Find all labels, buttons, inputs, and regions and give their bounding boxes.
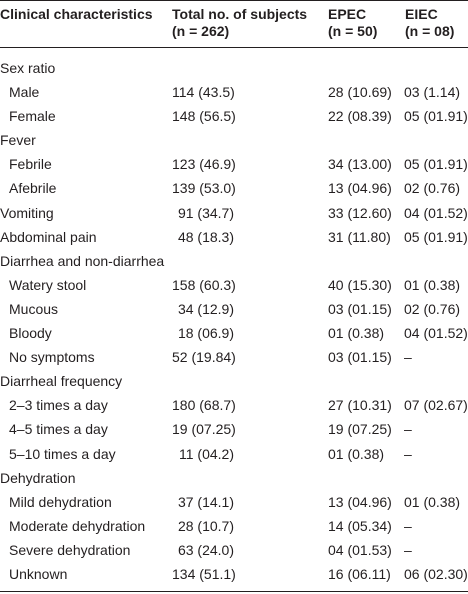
header-total-subjects bbox=[172, 6, 307, 40]
eiec-cell: 02 (0.76) bbox=[404, 180, 461, 197]
row-label: Unknown bbox=[9, 565, 68, 582]
header-line: (n = 262) bbox=[172, 23, 230, 39]
table-row bbox=[0, 369, 468, 393]
table-row bbox=[0, 417, 468, 441]
total-subjects-cell: 52 (19.84) bbox=[172, 349, 236, 366]
eiec-cell: 07 (02.67) bbox=[404, 397, 468, 414]
table-row bbox=[0, 152, 468, 176]
header-line: (n = 50) bbox=[328, 23, 378, 39]
epec-cell: 03 (01.15) bbox=[328, 349, 392, 366]
row-label: Sex ratio bbox=[0, 60, 56, 76]
row-label: Diarrheal frequency bbox=[0, 373, 123, 390]
total-subjects-cell: 48 (18.3) bbox=[177, 228, 234, 245]
table-row bbox=[0, 538, 468, 562]
epec-cell: 04 (01.53) bbox=[328, 541, 392, 558]
total-subjects-cell: 139 (53.0) bbox=[172, 180, 236, 197]
table-row bbox=[0, 56, 468, 80]
table-row bbox=[0, 80, 468, 104]
eiec-cell: 03 (1.14) bbox=[404, 84, 461, 101]
epec-cell: 19 (07.25) bbox=[328, 421, 392, 438]
row-label: 4–5 times a day bbox=[9, 421, 108, 438]
row-label: Vomiting bbox=[0, 204, 54, 221]
table-row bbox=[0, 297, 468, 321]
table-body bbox=[0, 56, 468, 586]
eiec-cell: 05 (01.91) bbox=[404, 228, 468, 245]
eiec-cell: – bbox=[404, 421, 412, 438]
table-row bbox=[0, 201, 468, 225]
row-label: Watery stool bbox=[9, 276, 87, 293]
table-row bbox=[0, 273, 468, 297]
row-label: Mucous bbox=[9, 300, 59, 317]
header-line: EPEC bbox=[328, 6, 367, 22]
total-subjects-cell: 34 (12.9) bbox=[177, 300, 234, 317]
total-subjects-cell: 28 (10.7) bbox=[177, 517, 234, 534]
table-row bbox=[0, 176, 468, 200]
row-label: Dehydration bbox=[0, 469, 76, 486]
header-line: Clinical characteristics bbox=[0, 6, 153, 22]
epec-cell: 34 (13.00) bbox=[328, 156, 392, 173]
epec-cell: 13 (04.96) bbox=[328, 180, 392, 197]
table-row bbox=[0, 490, 468, 514]
total-subjects-cell: 37 (14.1) bbox=[177, 493, 234, 510]
table-row bbox=[0, 514, 468, 538]
header-clinical-characteristics bbox=[0, 6, 153, 23]
row-label: Male bbox=[9, 84, 40, 101]
epec-cell: 27 (10.31) bbox=[328, 397, 392, 414]
row-label: Moderate dehydration bbox=[9, 517, 146, 534]
eiec-cell: 06 (02.30) bbox=[404, 565, 468, 582]
eiec-cell: – bbox=[404, 349, 412, 366]
table-header-rule bbox=[0, 47, 468, 48]
table-bottom-rule bbox=[0, 591, 468, 592]
epec-cell: 13 (04.96) bbox=[328, 493, 392, 510]
table-row bbox=[0, 321, 468, 345]
eiec-cell: 05 (01.91) bbox=[404, 108, 468, 125]
eiec-cell: – bbox=[404, 445, 412, 462]
row-label: Fever bbox=[0, 132, 36, 149]
row-label: Afebrile bbox=[9, 180, 57, 197]
eiec-cell: 01 (0.38) bbox=[404, 276, 461, 293]
row-label: Abdominal pain bbox=[0, 228, 97, 245]
epec-cell: 01 (0.38) bbox=[328, 445, 385, 462]
total-subjects-cell: 114 (43.5) bbox=[172, 84, 235, 101]
table-row bbox=[0, 128, 468, 152]
total-subjects-cell: 91 (34.7) bbox=[177, 204, 234, 221]
total-subjects-cell: 63 (24.0) bbox=[177, 541, 234, 558]
total-subjects-cell: 11 (04.2) bbox=[179, 445, 234, 462]
table-row bbox=[0, 104, 468, 128]
epec-cell: 01 (0.38) bbox=[328, 325, 385, 342]
total-subjects-cell: 19 (07.25) bbox=[172, 421, 236, 438]
total-subjects-cell: 134 (51.1) bbox=[172, 565, 236, 582]
header-line: (n = 08) bbox=[405, 23, 455, 39]
epec-cell: 33 (12.60) bbox=[328, 204, 392, 221]
table-row bbox=[0, 442, 468, 466]
total-subjects-cell: 123 (46.9) bbox=[172, 156, 236, 173]
row-label: Mild dehydration bbox=[9, 493, 112, 510]
epec-cell: 31 (11.80) bbox=[328, 228, 391, 245]
epec-cell: 28 (10.69) bbox=[328, 84, 392, 101]
table-top-rule bbox=[0, 0, 468, 1]
row-label: No symptoms bbox=[9, 349, 95, 366]
row-label: Bloody bbox=[9, 325, 52, 342]
table-row bbox=[0, 249, 468, 273]
row-label: Febrile bbox=[9, 156, 52, 173]
epec-cell: 22 (08.39) bbox=[328, 108, 392, 125]
eiec-cell: 04 (01.52) bbox=[404, 204, 468, 221]
header-line: Total no. of subjects bbox=[172, 6, 308, 22]
eiec-cell: 01 (0.38) bbox=[404, 493, 461, 510]
row-label: 2–3 times a day bbox=[9, 397, 108, 414]
eiec-cell: – bbox=[404, 541, 412, 558]
row-label: Diarrhea and non-diarrhea bbox=[0, 252, 165, 269]
table-row bbox=[0, 562, 468, 586]
epec-cell: 14 (05.34) bbox=[328, 517, 392, 534]
total-subjects-cell: 148 (56.5) bbox=[172, 108, 236, 125]
eiec-cell: 02 (0.76) bbox=[404, 300, 461, 317]
row-label: Severe dehydration bbox=[9, 541, 131, 558]
table-row bbox=[0, 345, 468, 369]
eiec-cell: – bbox=[404, 517, 412, 534]
eiec-cell: 05 (01.91) bbox=[404, 156, 468, 173]
total-subjects-cell: 18 (06.9) bbox=[177, 325, 234, 342]
header-eiec bbox=[405, 6, 454, 40]
header-epec bbox=[328, 6, 377, 40]
row-label: Female bbox=[9, 108, 56, 125]
eiec-cell: 04 (01.52) bbox=[404, 325, 468, 342]
epec-cell: 03 (01.15) bbox=[328, 300, 392, 317]
table-row bbox=[0, 225, 468, 249]
header-line: EIEC bbox=[405, 6, 438, 22]
table-row bbox=[0, 466, 468, 490]
epec-cell: 40 (15.30) bbox=[328, 276, 392, 293]
table-row bbox=[0, 393, 468, 417]
row-label: 5–10 times a day bbox=[9, 445, 116, 462]
total-subjects-cell: 180 (68.7) bbox=[172, 397, 236, 414]
epec-cell: 16 (06.11) bbox=[328, 565, 391, 582]
total-subjects-cell: 158 (60.3) bbox=[172, 276, 236, 293]
